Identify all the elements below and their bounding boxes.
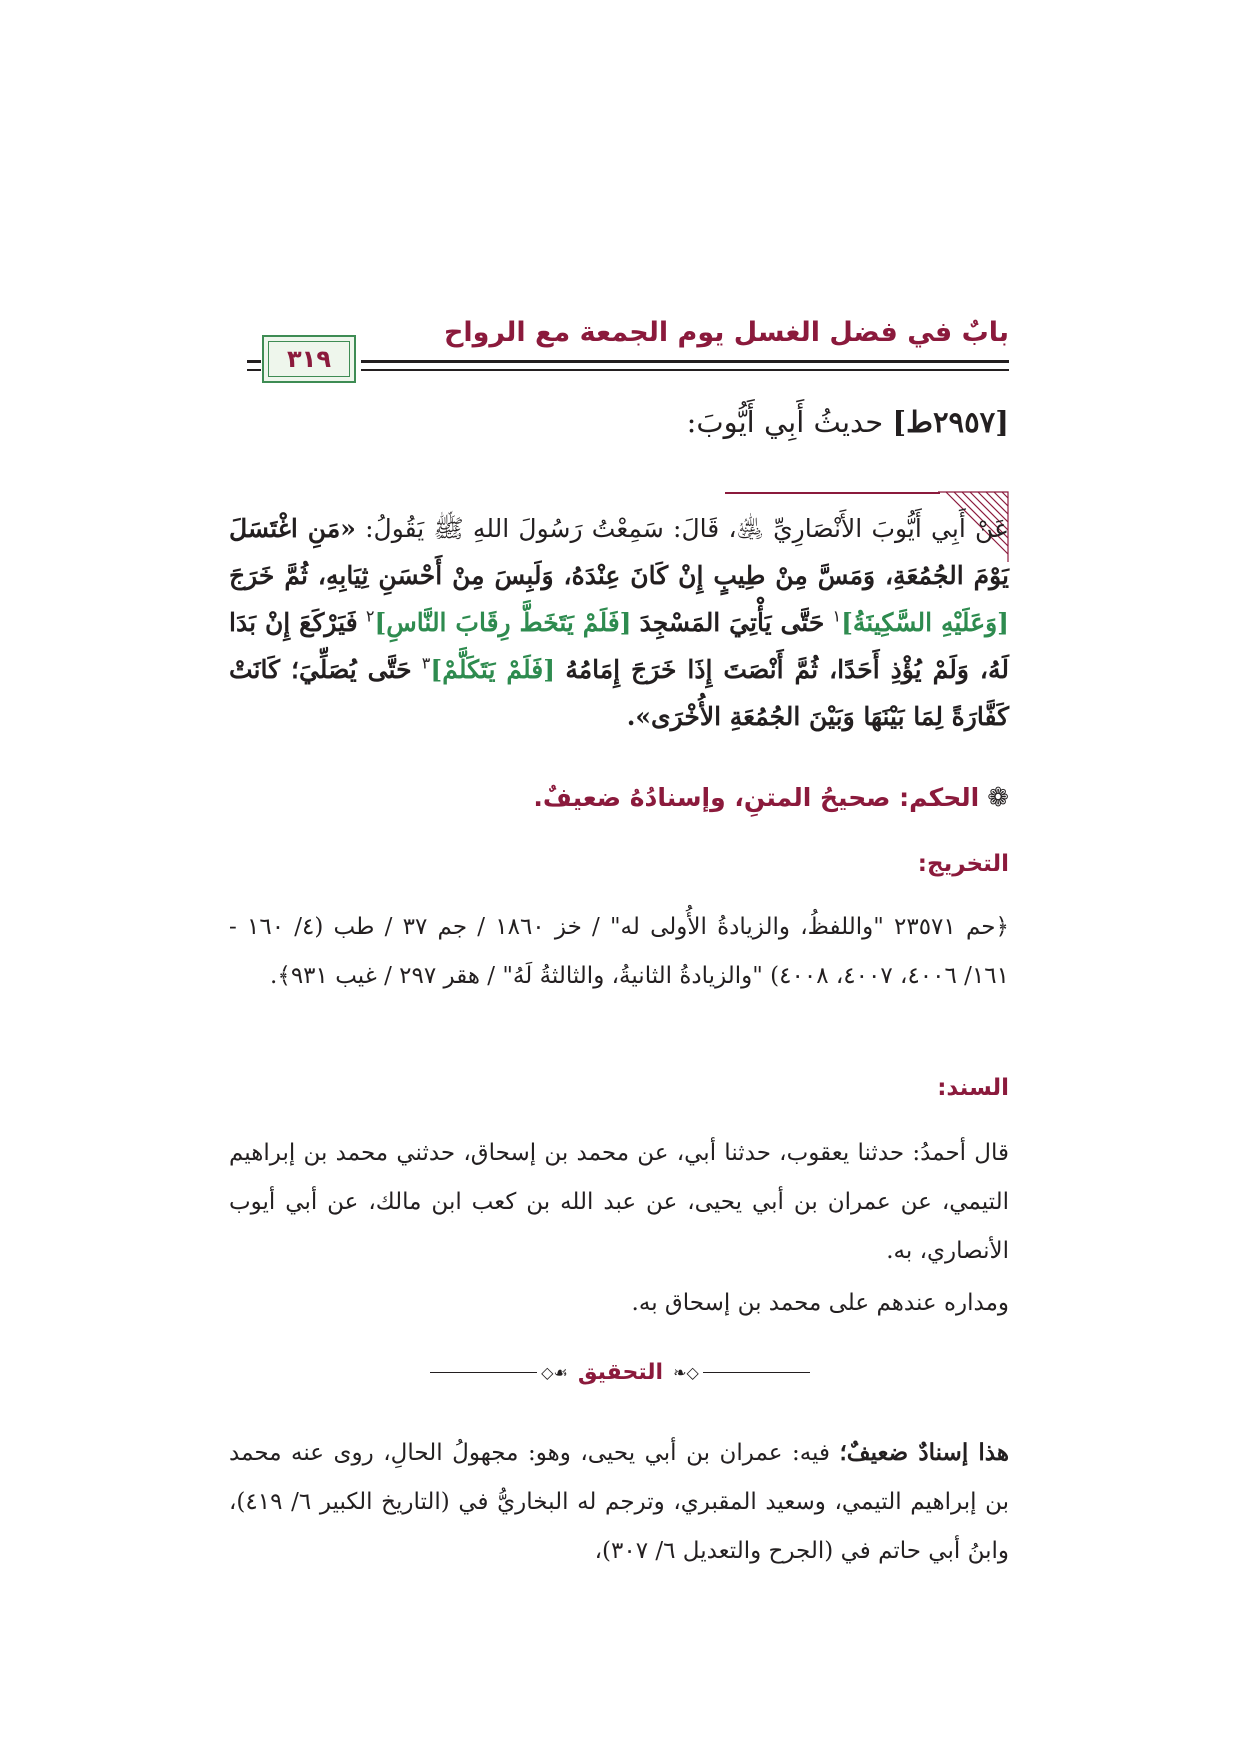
- hadith-matn-4: حَتَّى يُصَلِّيَ؛ كَانَتْ كَفَّارَةً لِمَا بَيْنَهَا وَبَيْنَ الجُمُعَةِ الأُخْرَى».: [229, 655, 1009, 731]
- divider-ornament-icon: ☙◇: [541, 1362, 568, 1382]
- takhrij-text: ﴿حم ٢٣٥٧١ "واللفظُ، والزيادةُ الأُولى له" / خز ١٨٦٠ / جم ٣٧ / طب (٤/ ١٦٠ - ١٦١/ ٤٠٠٦، ٤٠٠٧، ٤٠٠٨) "والزيادةُ الثانيةُ، والثالثةُ لَهُ" / هقر ٢٩٧ / غيب ٩٣١﴾.: [229, 914, 1009, 989]
- footnote-marker-2: ٢: [365, 606, 375, 626]
- addition-2: [فَلَمْ يَتَخَطَّ رِقَابَ النَّاسِ]: [374, 608, 632, 637]
- header-rule-left-bottom: [247, 369, 261, 371]
- hadith-matn-3: فَيَرْكَعَ إِنْ بَدَا لَهُ، وَلَمْ يُؤْذِ أَحَدًا، ثُمَّ أَنْصَتَ إِذَا خَرَجَ إِمَامُهُ: [229, 608, 1010, 684]
- tahqiq-title: التحقيق: [577, 1359, 664, 1385]
- page-number: ٣١٩: [287, 345, 331, 373]
- addition-3: [فَلَمْ يَتَكَلَّمْ]: [430, 655, 556, 684]
- header-rule-top: [361, 360, 1009, 363]
- madar-text: ومداره عندهم على محمد بن إسحاق به.: [631, 1290, 1009, 1316]
- hadith-heading: [687, 405, 1009, 439]
- ruling: [533, 783, 1009, 813]
- divider-line-right: [703, 1372, 810, 1373]
- footnote-marker-1: ١: [832, 606, 842, 626]
- hadith-matn-2: حَتَّى يَأْتِيَ المَسْجِدَ: [639, 608, 825, 637]
- tahqiq-divider: [430, 1352, 810, 1392]
- page-number-frame: [262, 335, 356, 383]
- hadith-text: [229, 505, 1009, 740]
- header-rule-left-top: [247, 360, 261, 363]
- sanad-label: السند:: [937, 1075, 1009, 1101]
- hadith-intro: عَنْ أَبِي أَيُّوبَ الأَنْصَارِيِّ ﵁، قَالَ: سَمِعْتُ رَسُولَ اللهِ ﷺ يَقُولُ:: [365, 514, 1009, 543]
- running-title: بابٌ في فضل الغسل يوم الجمعة مع الرواح: [443, 317, 1009, 348]
- footnote-marker-3: ٣: [421, 653, 431, 673]
- divider-ornament-icon: ◇❧: [673, 1362, 699, 1382]
- takhrij-label: التخريج:: [917, 851, 1009, 877]
- hadith-matn-1: «مَنِ اغْتَسَلَ يَوْمَ الجُمُعَةِ، وَمَسَّ مِنْ طِيبٍ إِنْ كَانَ عِنْدَهُ، وَلَبِسَ مِنْ أَحْسَنِ ثِيَابِهِ، ثُمَّ خَرَجَ: [229, 514, 1009, 590]
- tahqiq-text: [229, 1428, 1009, 1576]
- hadith-title: حديثُ أَبِي أَيُّوبَ:: [686, 405, 884, 439]
- header-rule-bottom: [361, 369, 1009, 371]
- addition-1: [وَعَلَيْهِ السَّكِينَةُ]: [841, 608, 1010, 637]
- sanad-text: قال أحمدُ: حدثنا يعقوب، حدثنا أبي، عن محمد بن إسحاق، حدثني محمد بن إبراهيم التيمي، عن عمران بن أبي يحيى، عن عبد الله بن كعب ابن مالك، عن أبي أيوب الأنصاري، به.: [229, 1140, 1009, 1264]
- flower-ornament-icon: ❁: [987, 783, 1009, 813]
- divider-line-left: [430, 1372, 537, 1373]
- tahqiq-body: فيه: عمران بن أبي يحيى، وهو: مجهولُ الحالِ، روى عنه محمد بن إبراهيم التيمي، وسعيد المقبري، وترجم له البخاريُّ في (التاريخ الكبير ٦/ ٤١٩)، وابنُ أبي حاتم في (الجرح والتعديل ٦/ ٣٠٧)،: [229, 1440, 1010, 1564]
- corner-rule: [725, 492, 940, 494]
- tahqiq-lead: هذا إسنادٌ ضعيفٌ؛: [839, 1439, 1009, 1466]
- hadith-number: [٢٩٥٧ط]: [892, 405, 1009, 439]
- ruling-text: الحكم: صحيحُ المتنِ، وإسنادُهُ ضعيفٌ.: [533, 783, 980, 812]
